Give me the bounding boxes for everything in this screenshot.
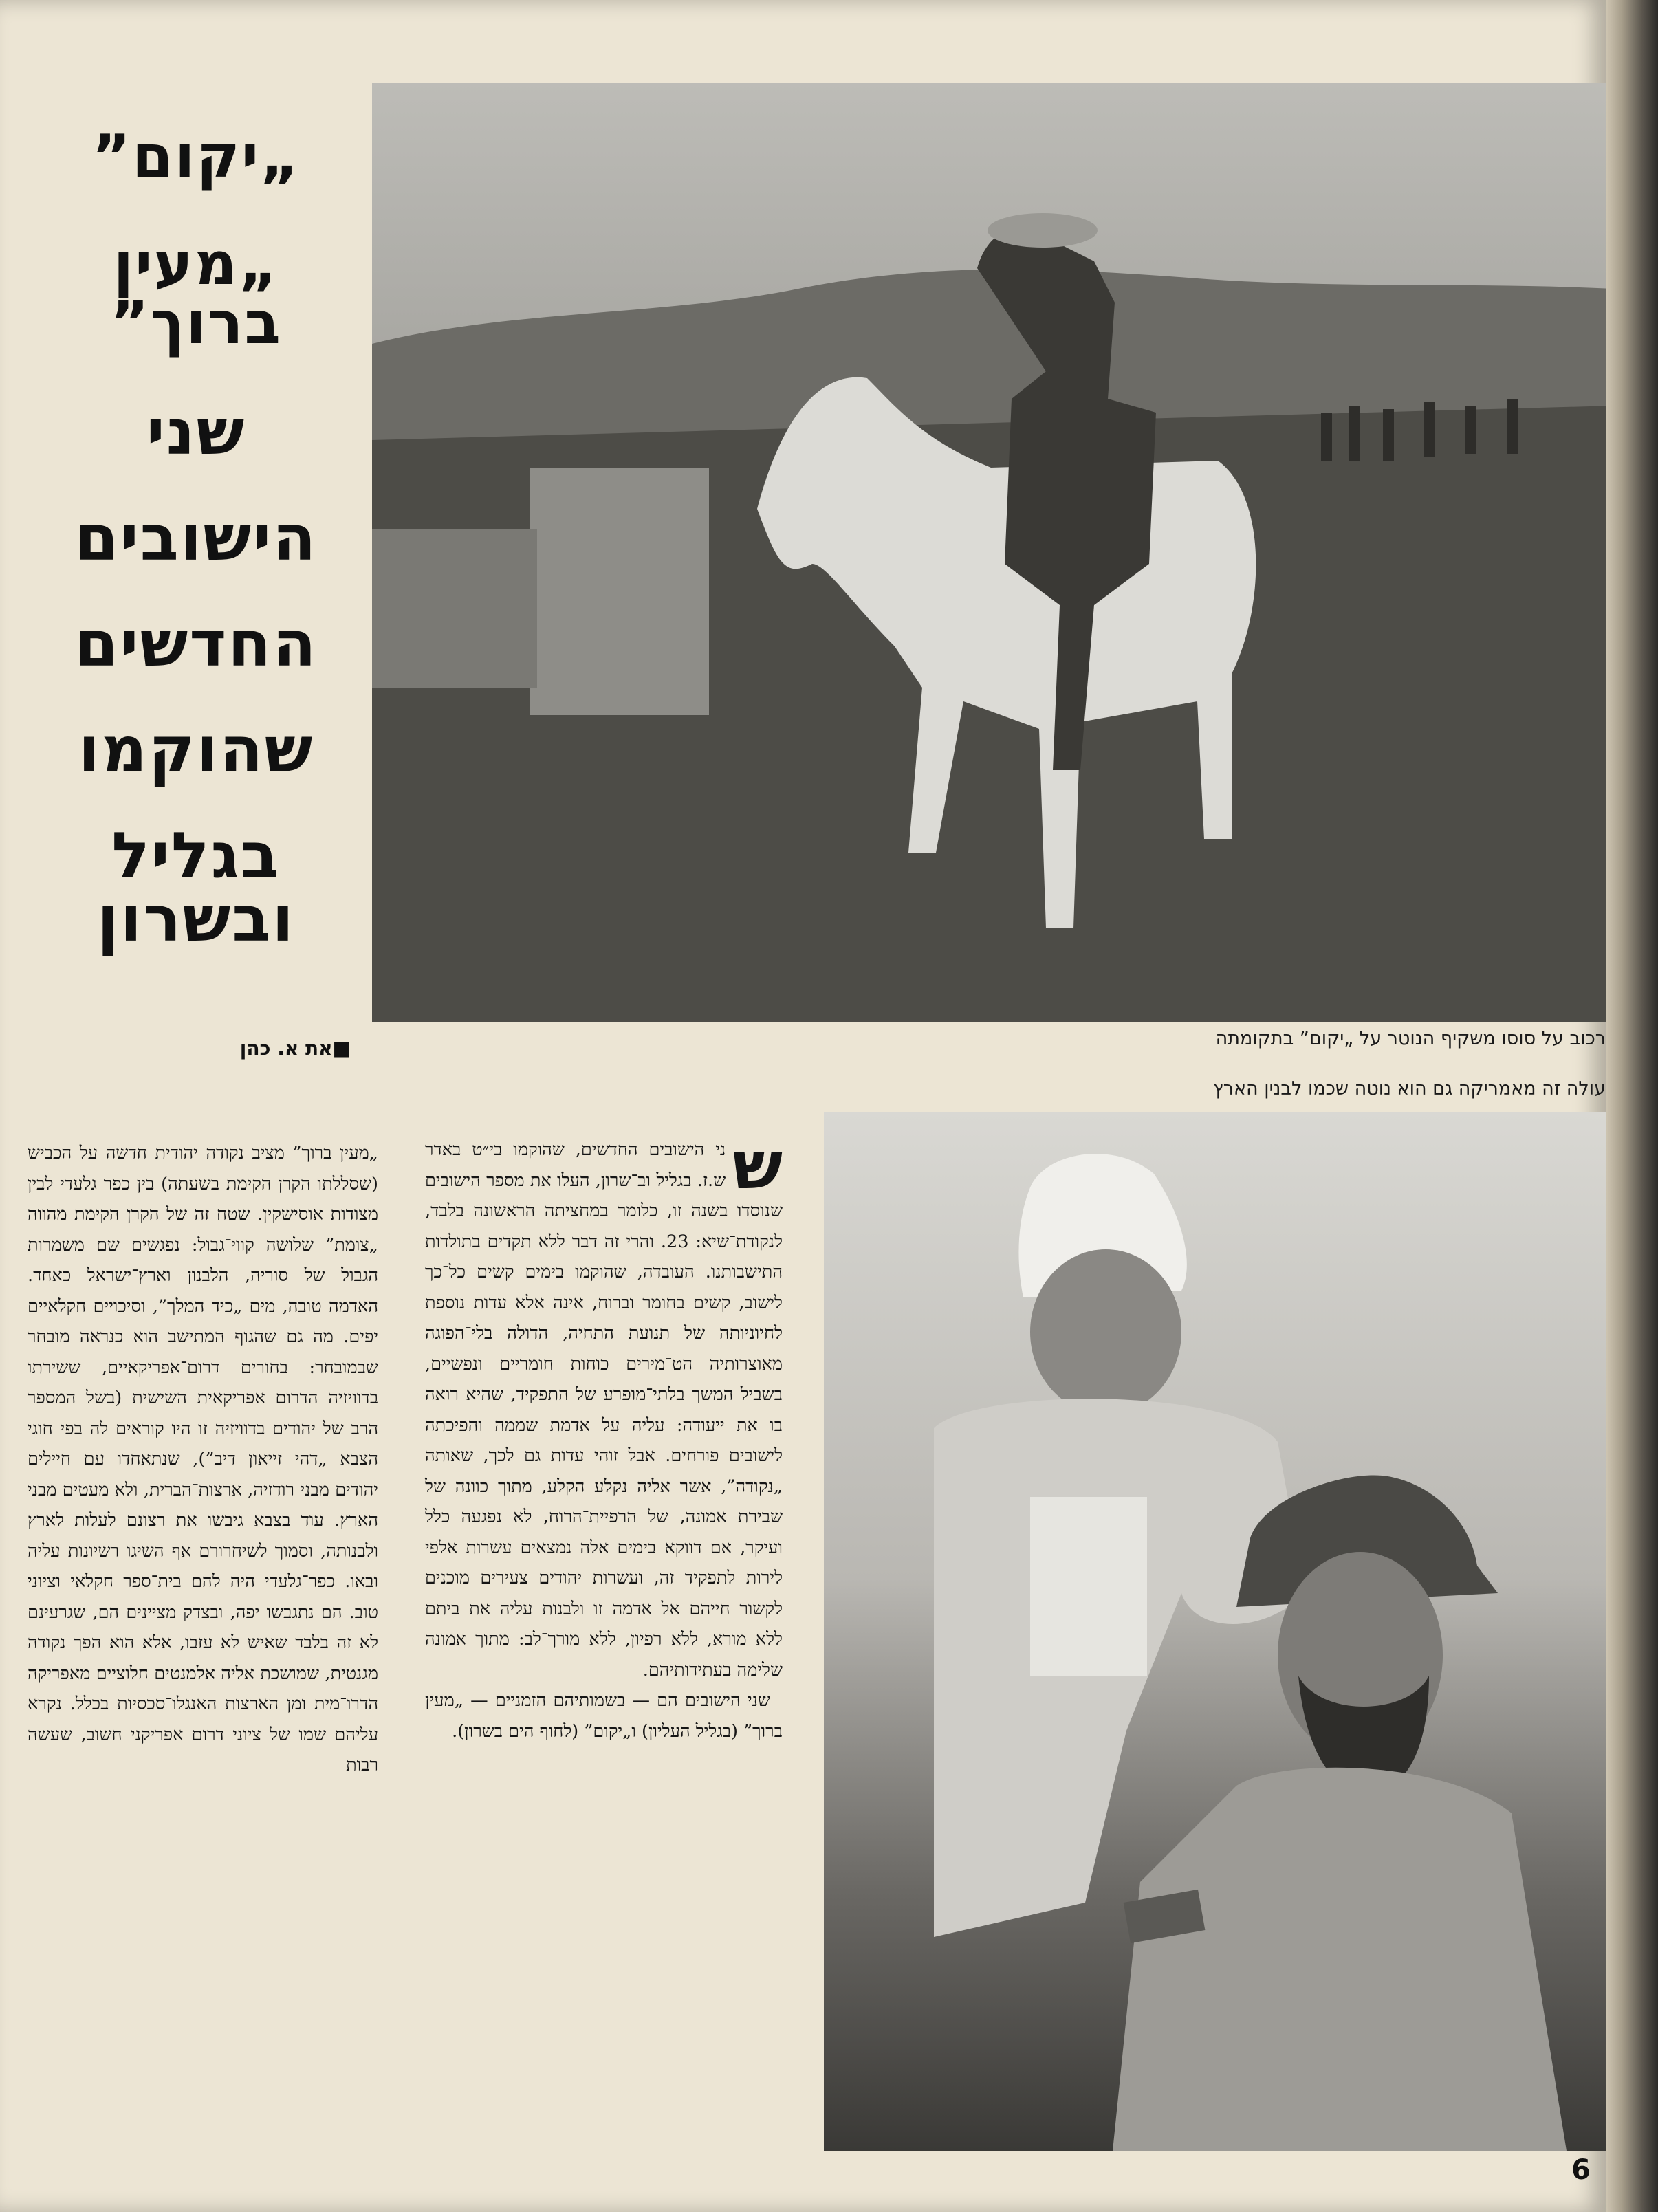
- settlers-portrait-illustration: [824, 1112, 1609, 2151]
- settlers-portrait-photo: [824, 1112, 1609, 2151]
- article-paragraph-2: שני הישובים הם — בשמותיהם הזמניים — „מעין ברוך” (בגליל העליון) ו„יקום” (לחוף הים בשרון).: [425, 1690, 783, 1742]
- title-line-5: החדשים: [74, 607, 318, 681]
- page-number: 6: [1571, 2154, 1591, 2186]
- article-paragraph-1: [425, 1127, 783, 1685]
- photo2-caption: עולה זה מאמריקה גם הוא נוטה שכמו לבנין הארץ: [1213, 1078, 1606, 1099]
- title-line-7: בגליל ובשרון: [97, 819, 295, 956]
- title-line-3: שני: [146, 395, 246, 469]
- photo1-caption: רכוב על סוסו משקיף הנוטר על „יקום” בתקומתה: [1215, 1028, 1606, 1049]
- horse-rider-photo: [372, 83, 1614, 1022]
- article-column-left: [28, 1138, 378, 1781]
- article-title: [28, 122, 364, 956]
- title-line-2: „מעין ברוך”: [110, 230, 282, 358]
- drop-cap: ש: [732, 1127, 783, 1204]
- article-column-right: [425, 1127, 783, 1746]
- horse-rider-photo-illustration: [372, 83, 1614, 1022]
- title-line-1: „יקום”: [91, 122, 301, 191]
- author-byline: ■את א. כהן: [239, 1037, 351, 1060]
- article-paragraph-3: „מעין ברוך” מציב נקודה יהודית חדשה על הכביש (שסללתו הקרן הקימת בשעתה) בין כפר גלעדי לבין מצודות אוסישקין. שטח זה של הקרן הקימת מהווה „צומת” שלושה קווי־גבול: נפגשים שם משמרות הגבול של סוריה, הלבנון וארץ־ישראל כאחד. האדמה טובה, מים „כיד המלך”, וסיכויים חקלאיים יפים. מה גם שהגוף המתישב הוא כנראה מובחר שבמובחר: בחורים דרום־אפריקאיים, ששירתו בדוויזיה הדרום אפריקאית השישית (בשל המספר הרב של יהודים בדוויזיה זו היו קוראים לה בפי חוגי הצבא „דהי זייאון דיב”), שנתאחדו עם חיילים יהודים מבני רודזיה, ארצות־הברית, ולא מעטים מבני הארץ. עוד בצבא גיבשו את רצונם לעלות לארץ ולבנותה, וסמוך לשיחרורם אף השיגו רשיונות עליה ובאו. כפר־גלעדי היה להם בית־ספר חקלאי וציוני טוב. הם נתגבשו יפה, ובצדק מציינים הם, שגרעינם לא זה בלבד שאיש לא עזבו, אלא הוא הפך נקודה מגנטית, שמושכת אליה אלמנטים חלוציים מאפריקה הדרו־מית ומן הארצות האנגלו־סכסיות בכלל. נקרא עליהם שמו של ציוני דרום אפריקני חשוב, שעשה רבות: [28, 1143, 378, 1775]
- next-page-edge: [1606, 0, 1658, 2212]
- title-line-4: הישובים: [74, 501, 318, 575]
- article-paragraph-1-text: ני הישובים החדשים, שהוקמו בי״ט באדר ש.ז. בגליל וב־שרון, העלו את מספר הישובים שנוסדו בשנה זו, כלומר במחציתה הראשונה בלבד, לנקודת־שיא: 23. והרי זה דבר ללא תקדים בתולדות התישבותנו. העובדה, שהוקמו בימים קשים כל־כך לישוב, קשים בחומר וברוח, אינה אלא עדות נוספת לחיוניותה של תנועת התחיה, הדולה בלי־הפוגה מאוצרותיה הט־מירים כוחות חומריים ונפשיים, בשביל המשך בלתי־מופרע של התפקיד, שהיא רואה בו את ייעודה: עליה על אדמת שממה והפיכתה לישובים פורחים. אבל זוהי עדות גם לכך, שאותה „נקודה”, אשר אליה נקלע הקלע, מתוך כוונה של שבירת אמונה, של הרפיית־הרוח, לא נפגעה כלל ועיקר, אם דווקא בימים אלה נמצאים עשרות אלפי לירות לתפקיד זה, ועשרות יהודים צעירים מוכנים לקשור חייהם אל אדמה זו ולבנות עליה את ביתם ללא מורא, ללא רפיון, ללא מורך־לב: מתוך אמונה שלימה בעתידותיהם.: [425, 1139, 783, 1680]
- title-line-6: שהוקמו: [78, 713, 314, 787]
